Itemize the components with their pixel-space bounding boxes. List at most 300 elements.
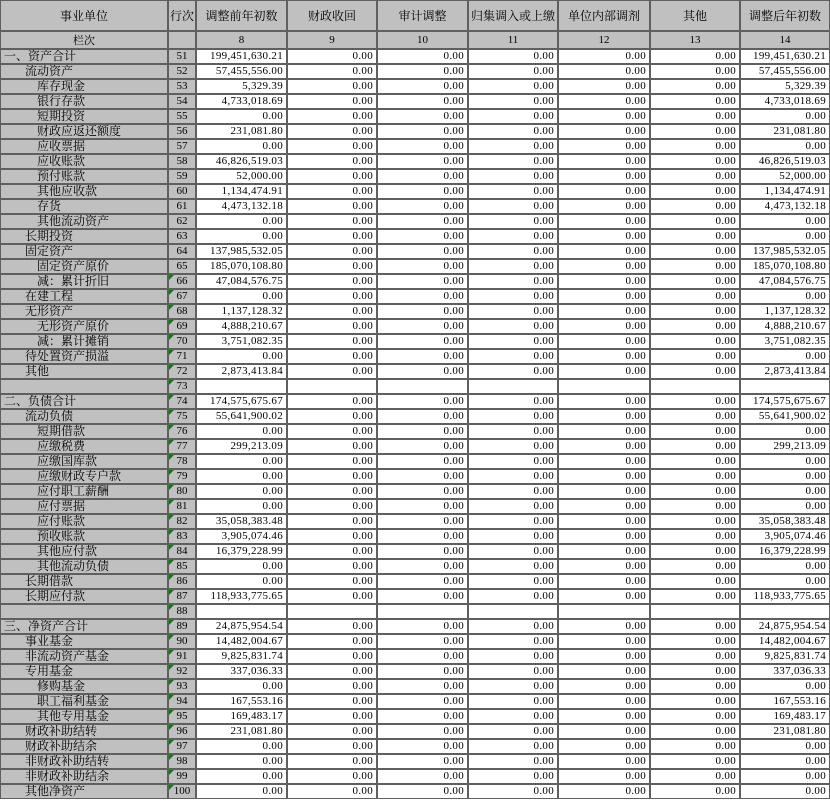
value-cell[interactable]: 0.00 (558, 49, 650, 64)
value-cell[interactable]: 0.00 (377, 589, 468, 604)
value-cell[interactable]: 0.00 (558, 499, 650, 514)
value-cell[interactable]: 0.00 (650, 619, 740, 634)
line-number-cell[interactable] (168, 394, 196, 409)
value-cell[interactable]: 0.00 (468, 484, 558, 499)
value-cell[interactable]: 57,455,556.00 (740, 64, 830, 79)
value-cell[interactable]: 0.00 (558, 349, 650, 364)
row-label-cell[interactable]: 非流动资产基金 (0, 649, 168, 664)
value-cell[interactable]: 0.00 (196, 229, 287, 244)
value-cell[interactable]: 0.00 (650, 709, 740, 724)
row-label-cell[interactable]: 事业基金 (0, 634, 168, 649)
value-cell[interactable]: 0.00 (558, 259, 650, 274)
value-cell[interactable]: 0.00 (287, 229, 377, 244)
value-cell[interactable]: 0.00 (650, 544, 740, 559)
value-cell[interactable]: 0.00 (558, 724, 650, 739)
row-label-cell[interactable]: 财政应返还额度 (0, 124, 168, 139)
value-cell[interactable]: 0.00 (468, 529, 558, 544)
row-label-cell[interactable]: 财政补助结余 (0, 739, 168, 754)
value-cell[interactable]: 0.00 (740, 739, 830, 754)
value-cell[interactable] (287, 379, 377, 394)
value-cell[interactable]: 0.00 (650, 94, 740, 109)
value-cell[interactable]: 0.00 (558, 679, 650, 694)
row-label-cell[interactable]: 财政补助结转 (0, 724, 168, 739)
value-cell[interactable]: 0.00 (650, 424, 740, 439)
value-cell[interactable]: 0.00 (558, 109, 650, 124)
value-cell[interactable] (468, 379, 558, 394)
line-number-cell[interactable] (168, 334, 196, 349)
line-number-cell[interactable] (168, 724, 196, 739)
value-cell[interactable]: 0.00 (558, 469, 650, 484)
value-cell[interactable]: 0.00 (196, 784, 287, 799)
value-cell[interactable]: 0.00 (468, 754, 558, 769)
row-label-cell[interactable]: 应缴税费 (0, 439, 168, 454)
value-cell[interactable]: 0.00 (558, 619, 650, 634)
value-cell[interactable] (740, 379, 830, 394)
line-number-cell[interactable] (168, 94, 196, 109)
value-cell[interactable]: 0.00 (468, 199, 558, 214)
value-cell[interactable]: 0.00 (650, 499, 740, 514)
value-cell[interactable]: 0.00 (377, 619, 468, 634)
value-cell[interactable] (196, 604, 287, 619)
value-cell[interactable]: 0.00 (468, 289, 558, 304)
column-index-cell[interactable]: 8 (196, 31, 287, 49)
value-cell[interactable]: 0.00 (558, 484, 650, 499)
value-cell[interactable]: 3,905,074.46 (196, 529, 287, 544)
value-cell[interactable]: 231,081.80 (740, 124, 830, 139)
value-cell[interactable]: 0.00 (740, 784, 830, 799)
line-number-cell[interactable] (168, 319, 196, 334)
value-cell[interactable]: 3,751,082.35 (196, 334, 287, 349)
row-label-cell[interactable]: 应缴财政专户款 (0, 469, 168, 484)
value-cell[interactable]: 0.00 (377, 229, 468, 244)
header-col-internal-adjust[interactable]: 单位内部调剂 (558, 0, 650, 31)
value-cell[interactable]: 0.00 (650, 754, 740, 769)
value-cell[interactable]: 0.00 (650, 574, 740, 589)
value-cell[interactable]: 167,553.16 (196, 694, 287, 709)
value-cell[interactable]: 0.00 (287, 409, 377, 424)
header-col-collect-transfer[interactable]: 归集调入或上缴 (468, 0, 558, 31)
value-cell[interactable]: 0.00 (650, 364, 740, 379)
value-cell[interactable]: 0.00 (650, 304, 740, 319)
value-cell[interactable]: 0.00 (196, 469, 287, 484)
value-cell[interactable]: 0.00 (287, 529, 377, 544)
value-cell[interactable]: 0.00 (558, 64, 650, 79)
value-cell[interactable]: 0.00 (287, 79, 377, 94)
value-cell[interactable]: 0.00 (287, 259, 377, 274)
header-unit-cell[interactable]: 事业单位 (0, 0, 168, 31)
value-cell[interactable]: 0.00 (287, 499, 377, 514)
row-label-cell[interactable]: 非财政补助结转 (0, 754, 168, 769)
value-cell[interactable]: 0.00 (377, 259, 468, 274)
value-cell[interactable]: 52,000.00 (196, 169, 287, 184)
row-label-cell[interactable]: 其他应收款 (0, 184, 168, 199)
line-number-cell[interactable] (168, 469, 196, 484)
value-cell[interactable]: 0.00 (377, 319, 468, 334)
value-cell[interactable]: 0.00 (287, 289, 377, 304)
value-cell[interactable]: 0.00 (287, 319, 377, 334)
value-cell[interactable]: 0.00 (468, 709, 558, 724)
row-label-cell[interactable]: 流动资产 (0, 64, 168, 79)
line-number-cell[interactable] (168, 424, 196, 439)
value-cell[interactable]: 5,329.39 (196, 79, 287, 94)
value-cell[interactable]: 0.00 (468, 169, 558, 184)
value-cell[interactable]: 0.00 (468, 229, 558, 244)
value-cell[interactable]: 0.00 (377, 109, 468, 124)
value-cell[interactable]: 0.00 (740, 679, 830, 694)
row-label-cell[interactable]: 待处置资产损溢 (0, 349, 168, 364)
row-label-cell[interactable]: 预付账款 (0, 169, 168, 184)
value-cell[interactable]: 0.00 (377, 499, 468, 514)
value-cell[interactable]: 0.00 (377, 154, 468, 169)
value-cell[interactable]: 0.00 (196, 754, 287, 769)
value-cell[interactable]: 0.00 (377, 394, 468, 409)
value-cell[interactable]: 169,483.17 (740, 709, 830, 724)
value-cell[interactable] (558, 604, 650, 619)
row-label-cell[interactable] (0, 604, 168, 619)
value-cell[interactable]: 0.00 (377, 289, 468, 304)
line-number-cell[interactable] (168, 784, 196, 799)
value-cell[interactable]: 0.00 (287, 49, 377, 64)
value-cell[interactable]: 0.00 (377, 439, 468, 454)
value-cell[interactable]: 0.00 (287, 64, 377, 79)
value-cell[interactable]: 0.00 (558, 94, 650, 109)
row-label-cell[interactable]: 无形资产 (0, 304, 168, 319)
value-cell[interactable]: 0.00 (558, 319, 650, 334)
header-col-before-adjust[interactable]: 调整前年初数 (196, 0, 287, 31)
value-cell[interactable]: 0.00 (650, 439, 740, 454)
value-cell[interactable]: 0.00 (287, 109, 377, 124)
value-cell[interactable]: 0.00 (468, 589, 558, 604)
value-cell[interactable]: 0.00 (377, 514, 468, 529)
row-label-cell[interactable]: 应收票据 (0, 139, 168, 154)
row-label-cell[interactable]: 长期借款 (0, 574, 168, 589)
column-index-blank-cell[interactable] (168, 31, 196, 49)
line-number-cell[interactable] (168, 484, 196, 499)
value-cell[interactable]: 4,473,132.18 (196, 199, 287, 214)
value-cell[interactable]: 24,875,954.54 (196, 619, 287, 634)
value-cell[interactable]: 0.00 (468, 139, 558, 154)
row-label-cell[interactable]: 短期借款 (0, 424, 168, 439)
row-label-cell[interactable]: 银行存款 (0, 94, 168, 109)
value-cell[interactable]: 0.00 (377, 364, 468, 379)
value-cell[interactable]: 0.00 (468, 124, 558, 139)
value-cell[interactable]: 0.00 (468, 784, 558, 799)
value-cell[interactable]: 0.00 (468, 739, 558, 754)
row-label-cell[interactable]: 固定资产 (0, 244, 168, 259)
column-index-cell[interactable]: 14 (740, 31, 830, 49)
value-cell[interactable]: 0.00 (468, 94, 558, 109)
row-label-cell[interactable]: 职工福利基金 (0, 694, 168, 709)
value-cell[interactable]: 0.00 (558, 529, 650, 544)
line-number-cell[interactable] (168, 229, 196, 244)
value-cell[interactable]: 231,081.80 (196, 124, 287, 139)
value-cell[interactable]: 0.00 (650, 589, 740, 604)
value-cell[interactable]: 0.00 (377, 79, 468, 94)
value-cell[interactable]: 4,733,018.69 (196, 94, 287, 109)
row-label-cell[interactable]: 其他 (0, 364, 168, 379)
value-cell[interactable]: 0.00 (468, 499, 558, 514)
row-label-cell[interactable]: 应缴国库款 (0, 454, 168, 469)
value-cell[interactable]: 0.00 (740, 754, 830, 769)
line-number-cell[interactable] (168, 214, 196, 229)
value-cell[interactable]: 0.00 (196, 349, 287, 364)
value-cell[interactable]: 0.00 (377, 754, 468, 769)
value-cell[interactable]: 0.00 (287, 514, 377, 529)
value-cell[interactable]: 0.00 (558, 304, 650, 319)
value-cell[interactable]: 0.00 (558, 544, 650, 559)
value-cell[interactable]: 0.00 (468, 634, 558, 649)
value-cell[interactable]: 0.00 (196, 454, 287, 469)
line-number-cell[interactable] (168, 709, 196, 724)
value-cell[interactable]: 0.00 (377, 334, 468, 349)
value-cell[interactable] (196, 379, 287, 394)
header-col-other[interactable]: 其他 (650, 0, 740, 31)
row-label-cell[interactable]: 固定资产原价 (0, 259, 168, 274)
value-cell[interactable]: 0.00 (468, 469, 558, 484)
header-col-audit-adjust[interactable]: 审计调整 (377, 0, 468, 31)
value-cell[interactable]: 0.00 (468, 79, 558, 94)
line-number-cell[interactable] (168, 109, 196, 124)
value-cell[interactable]: 0.00 (740, 469, 830, 484)
value-cell[interactable]: 0.00 (740, 574, 830, 589)
row-label-cell[interactable]: 长期投资 (0, 229, 168, 244)
value-cell[interactable]: 0.00 (740, 349, 830, 364)
value-cell[interactable]: 0.00 (196, 484, 287, 499)
row-label-cell[interactable]: 应收账款 (0, 154, 168, 169)
value-cell[interactable]: 4,733,018.69 (740, 94, 830, 109)
value-cell[interactable]: 299,213.09 (740, 439, 830, 454)
value-cell[interactable]: 0.00 (287, 784, 377, 799)
value-cell[interactable]: 185,070,108.80 (196, 259, 287, 274)
value-cell[interactable]: 4,888,210.67 (740, 319, 830, 334)
line-number-cell[interactable] (168, 649, 196, 664)
value-cell[interactable]: 0.00 (287, 274, 377, 289)
value-cell[interactable]: 337,036.33 (196, 664, 287, 679)
value-cell[interactable]: 0.00 (468, 349, 558, 364)
value-cell[interactable]: 0.00 (558, 214, 650, 229)
value-cell[interactable]: 3,905,074.46 (740, 529, 830, 544)
value-cell[interactable]: 0.00 (468, 319, 558, 334)
value-cell[interactable]: 1,134,474.91 (196, 184, 287, 199)
value-cell[interactable]: 24,875,954.54 (740, 619, 830, 634)
value-cell[interactable]: 0.00 (196, 499, 287, 514)
value-cell[interactable]: 0.00 (558, 199, 650, 214)
value-cell[interactable]: 0.00 (650, 259, 740, 274)
row-label-cell[interactable]: 在建工程 (0, 289, 168, 304)
value-cell[interactable]: 47,084,576.75 (196, 274, 287, 289)
value-cell[interactable]: 0.00 (287, 769, 377, 784)
value-cell[interactable]: 0.00 (650, 724, 740, 739)
value-cell[interactable]: 0.00 (468, 514, 558, 529)
value-cell[interactable]: 0.00 (468, 304, 558, 319)
value-cell[interactable]: 0.00 (650, 394, 740, 409)
value-cell[interactable]: 0.00 (558, 454, 650, 469)
value-cell[interactable]: 0.00 (558, 574, 650, 589)
value-cell[interactable]: 2,873,413.84 (740, 364, 830, 379)
value-cell[interactable]: 9,825,831.74 (196, 649, 287, 664)
row-label-cell[interactable]: 其他净资产 (0, 784, 168, 799)
value-cell[interactable]: 185,070,108.80 (740, 259, 830, 274)
value-cell[interactable]: 0.00 (377, 724, 468, 739)
line-number-cell[interactable] (168, 694, 196, 709)
row-label-cell[interactable]: 三、净资产合计 (0, 619, 168, 634)
value-cell[interactable]: 14,482,004.67 (196, 634, 287, 649)
value-cell[interactable]: 0.00 (558, 664, 650, 679)
value-cell[interactable]: 0.00 (377, 679, 468, 694)
value-cell[interactable]: 0.00 (377, 559, 468, 574)
value-cell[interactable]: 0.00 (287, 244, 377, 259)
value-cell[interactable]: 0.00 (650, 634, 740, 649)
value-cell[interactable]: 0.00 (287, 349, 377, 364)
value-cell[interactable]: 0.00 (377, 409, 468, 424)
value-cell[interactable]: 0.00 (740, 229, 830, 244)
value-cell[interactable]: 0.00 (468, 454, 558, 469)
value-cell[interactable]: 0.00 (740, 559, 830, 574)
value-cell[interactable]: 0.00 (468, 619, 558, 634)
row-label-cell[interactable]: 专用基金 (0, 664, 168, 679)
value-cell[interactable]: 0.00 (650, 334, 740, 349)
value-cell[interactable]: 0.00 (468, 364, 558, 379)
value-cell[interactable]: 0.00 (468, 259, 558, 274)
value-cell[interactable]: 14,482,004.67 (740, 634, 830, 649)
value-cell[interactable]: 0.00 (558, 364, 650, 379)
value-cell[interactable]: 0.00 (558, 274, 650, 289)
value-cell[interactable]: 0.00 (377, 169, 468, 184)
value-cell[interactable]: 0.00 (740, 214, 830, 229)
value-cell[interactable]: 0.00 (377, 64, 468, 79)
value-cell[interactable]: 0.00 (468, 424, 558, 439)
line-number-cell[interactable] (168, 409, 196, 424)
value-cell[interactable]: 0.00 (287, 484, 377, 499)
row-label-cell[interactable]: 其他专用基金 (0, 709, 168, 724)
value-cell[interactable] (468, 604, 558, 619)
value-cell[interactable]: 0.00 (377, 454, 468, 469)
value-cell[interactable]: 0.00 (468, 664, 558, 679)
value-cell[interactable]: 0.00 (377, 244, 468, 259)
value-cell[interactable]: 199,451,630.21 (196, 49, 287, 64)
value-cell[interactable]: 0.00 (650, 139, 740, 154)
value-cell[interactable]: 0.00 (558, 589, 650, 604)
value-cell[interactable]: 0.00 (377, 709, 468, 724)
value-cell[interactable]: 47,084,576.75 (740, 274, 830, 289)
column-index-cell[interactable]: 10 (377, 31, 468, 49)
line-number-cell[interactable] (168, 274, 196, 289)
line-number-cell[interactable] (168, 169, 196, 184)
value-cell[interactable]: 0.00 (650, 769, 740, 784)
value-cell[interactable]: 0.00 (468, 694, 558, 709)
value-cell[interactable]: 0.00 (740, 289, 830, 304)
value-cell[interactable]: 137,985,532.05 (740, 244, 830, 259)
value-cell[interactable]: 0.00 (650, 454, 740, 469)
value-cell[interactable]: 0.00 (287, 634, 377, 649)
value-cell[interactable] (287, 604, 377, 619)
value-cell[interactable]: 169,483.17 (196, 709, 287, 724)
value-cell[interactable] (377, 379, 468, 394)
value-cell[interactable]: 1,137,128.32 (740, 304, 830, 319)
row-label-cell[interactable]: 应付职工薪酬 (0, 484, 168, 499)
row-label-cell[interactable]: 存货 (0, 199, 168, 214)
value-cell[interactable]: 0.00 (287, 619, 377, 634)
value-cell[interactable]: 0.00 (196, 289, 287, 304)
value-cell[interactable]: 0.00 (287, 94, 377, 109)
value-cell[interactable]: 0.00 (287, 304, 377, 319)
value-cell[interactable]: 0.00 (377, 574, 468, 589)
line-number-cell[interactable] (168, 139, 196, 154)
value-cell[interactable]: 0.00 (650, 679, 740, 694)
value-cell[interactable]: 0.00 (740, 424, 830, 439)
value-cell[interactable]: 0.00 (650, 559, 740, 574)
value-cell[interactable]: 0.00 (558, 424, 650, 439)
value-cell[interactable]: 0.00 (287, 589, 377, 604)
value-cell[interactable]: 0.00 (377, 544, 468, 559)
value-cell[interactable]: 0.00 (650, 739, 740, 754)
header-col-fiscal-recovery[interactable]: 财政收回 (287, 0, 377, 31)
value-cell[interactable]: 0.00 (468, 154, 558, 169)
value-cell[interactable]: 0.00 (287, 124, 377, 139)
line-number-cell[interactable] (168, 184, 196, 199)
value-cell[interactable]: 0.00 (468, 334, 558, 349)
value-cell[interactable]: 0.00 (558, 169, 650, 184)
value-cell[interactable]: 0.00 (558, 334, 650, 349)
value-cell[interactable]: 174,575,675.67 (196, 394, 287, 409)
value-cell[interactable]: 0.00 (468, 244, 558, 259)
line-number-cell[interactable] (168, 679, 196, 694)
value-cell[interactable]: 0.00 (558, 784, 650, 799)
value-cell[interactable]: 0.00 (377, 739, 468, 754)
line-number-cell[interactable] (168, 244, 196, 259)
value-cell[interactable]: 0.00 (287, 454, 377, 469)
line-number-cell[interactable] (168, 289, 196, 304)
value-cell[interactable]: 0.00 (287, 154, 377, 169)
value-cell[interactable]: 0.00 (558, 709, 650, 724)
value-cell[interactable]: 0.00 (287, 694, 377, 709)
value-cell[interactable]: 35,058,383.48 (740, 514, 830, 529)
row-label-cell[interactable]: 非财政补助结余 (0, 769, 168, 784)
value-cell[interactable]: 0.00 (650, 349, 740, 364)
header-line-no-cell[interactable]: 行次 (168, 0, 196, 31)
value-cell[interactable]: 0.00 (650, 274, 740, 289)
value-cell[interactable]: 0.00 (558, 289, 650, 304)
value-cell[interactable]: 0.00 (558, 244, 650, 259)
value-cell[interactable]: 0.00 (650, 199, 740, 214)
value-cell[interactable]: 0.00 (377, 94, 468, 109)
line-number-cell[interactable] (168, 544, 196, 559)
line-number-cell[interactable] (168, 559, 196, 574)
value-cell[interactable]: 0.00 (287, 574, 377, 589)
value-cell[interactable]: 0.00 (558, 79, 650, 94)
line-number-cell[interactable] (168, 364, 196, 379)
value-cell[interactable]: 0.00 (650, 289, 740, 304)
line-number-cell[interactable] (168, 454, 196, 469)
value-cell[interactable]: 0.00 (468, 649, 558, 664)
value-cell[interactable]: 0.00 (558, 154, 650, 169)
value-cell[interactable] (558, 379, 650, 394)
value-cell[interactable]: 0.00 (650, 109, 740, 124)
value-cell[interactable]: 0.00 (196, 739, 287, 754)
value-cell[interactable]: 0.00 (377, 139, 468, 154)
line-number-cell[interactable] (168, 604, 196, 619)
line-number-cell[interactable] (168, 529, 196, 544)
row-label-cell[interactable]: 长期应付款 (0, 589, 168, 604)
value-cell[interactable] (650, 379, 740, 394)
value-cell[interactable]: 0.00 (650, 244, 740, 259)
value-cell[interactable]: 0.00 (287, 139, 377, 154)
row-label-cell[interactable]: 其他应付款 (0, 544, 168, 559)
line-number-cell[interactable] (168, 379, 196, 394)
value-cell[interactable]: 46,826,519.03 (196, 154, 287, 169)
value-cell[interactable]: 0.00 (468, 49, 558, 64)
value-cell[interactable]: 0.00 (740, 139, 830, 154)
